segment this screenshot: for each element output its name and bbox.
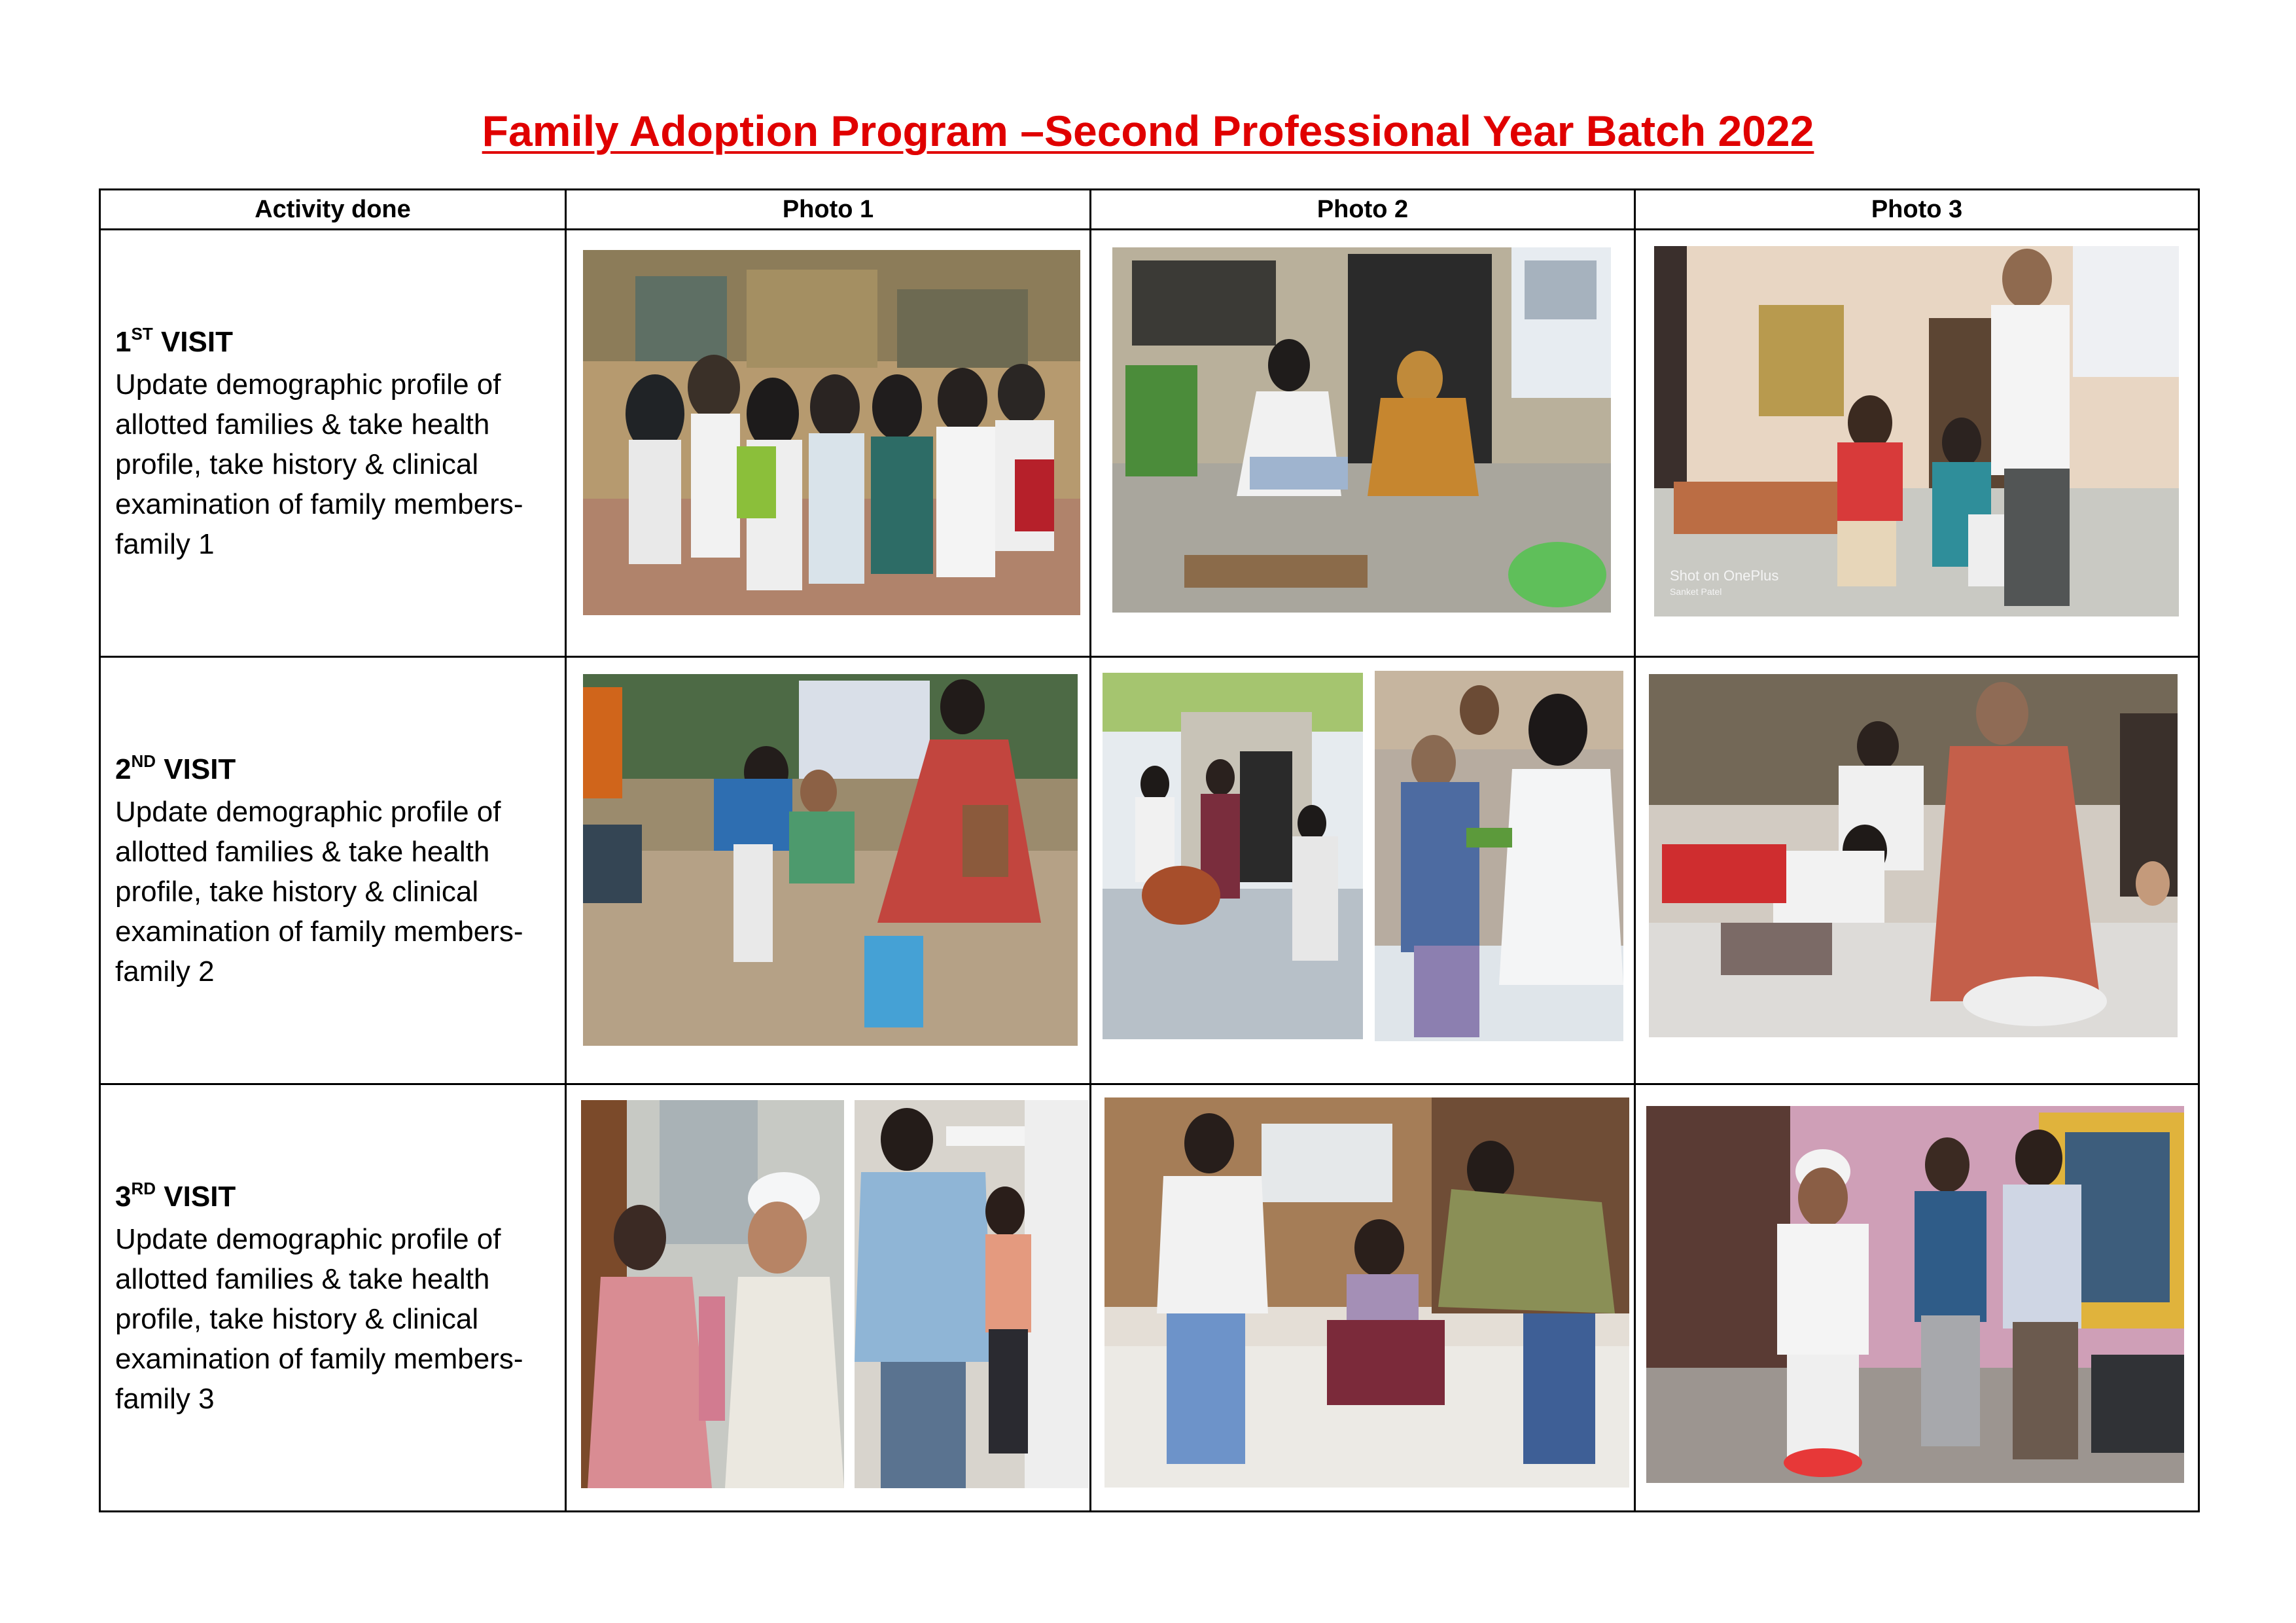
visit-2-photo-2b-bp-check <box>1375 671 1623 1041</box>
visit-2-photo-2a-colony-survey <box>1103 673 1363 1039</box>
visit-1-photo-3-family-seated <box>1654 246 2179 616</box>
photo-watermark: Shot on OnePlus Sanket Patel <box>1670 567 1779 597</box>
activity-cell <box>100 657 566 1084</box>
visit-description: Update demographic profile of allotted families & take health profile, take history & clinical examination of family members-family 3 <box>115 1222 523 1415</box>
header-activity: Activity done <box>100 190 566 230</box>
visit-heading: 1ST VISIT <box>115 323 233 358</box>
visit-3-photo-3-family-members <box>1646 1106 2184 1483</box>
photo-cell <box>1091 1084 1635 1512</box>
photo-cell <box>1091 230 1635 657</box>
visit-description: Update demographic profile of allotted families & take health profile, take history & clinical examination of family members-family 1 <box>115 368 523 560</box>
visit-3-photo-1a-doorway-talk <box>581 1100 844 1488</box>
visit-1-photo-1-students-group <box>583 250 1080 615</box>
table-row <box>100 657 2199 1084</box>
photo-cell <box>1635 1084 2199 1512</box>
visit-description: Update demographic profile of allotted families & take health profile, take history & clinical examination of family members-family 2 <box>115 795 523 988</box>
visit-1-photo-2-home-interview <box>1112 247 1611 613</box>
visit-2-photo-1-outdoor-checkup <box>583 674 1078 1046</box>
photo-cell <box>1091 657 1635 1084</box>
header-photo-1: Photo 1 <box>566 190 1091 230</box>
header-photo-2: Photo 2 <box>1091 190 1635 230</box>
photo-cell <box>566 230 1091 657</box>
table-row <box>100 1084 2199 1512</box>
page-title: Family Adoption Program –Second Professional Year Batch 2022 <box>482 107 1814 155</box>
visit-3-photo-1b-height-measure <box>855 1100 1089 1488</box>
photo-cell <box>1635 230 2199 657</box>
activity-table <box>99 188 2200 1512</box>
table-row <box>100 230 2199 657</box>
photo-cell <box>566 1084 1091 1512</box>
visit-2-photo-3-weight-check <box>1649 674 2178 1037</box>
photo-cell <box>1635 657 2199 1084</box>
header-photo-3: Photo 3 <box>1635 190 2199 230</box>
table-header-row <box>100 190 2199 230</box>
visit-heading: 2ND VISIT <box>115 751 236 785</box>
visit-heading: 3RD VISIT <box>115 1178 236 1213</box>
visit-3-photo-2-bp-examination <box>1104 1097 1629 1488</box>
activity-cell <box>100 230 566 657</box>
photo-cell <box>566 657 1091 1084</box>
activity-cell <box>100 1084 566 1512</box>
